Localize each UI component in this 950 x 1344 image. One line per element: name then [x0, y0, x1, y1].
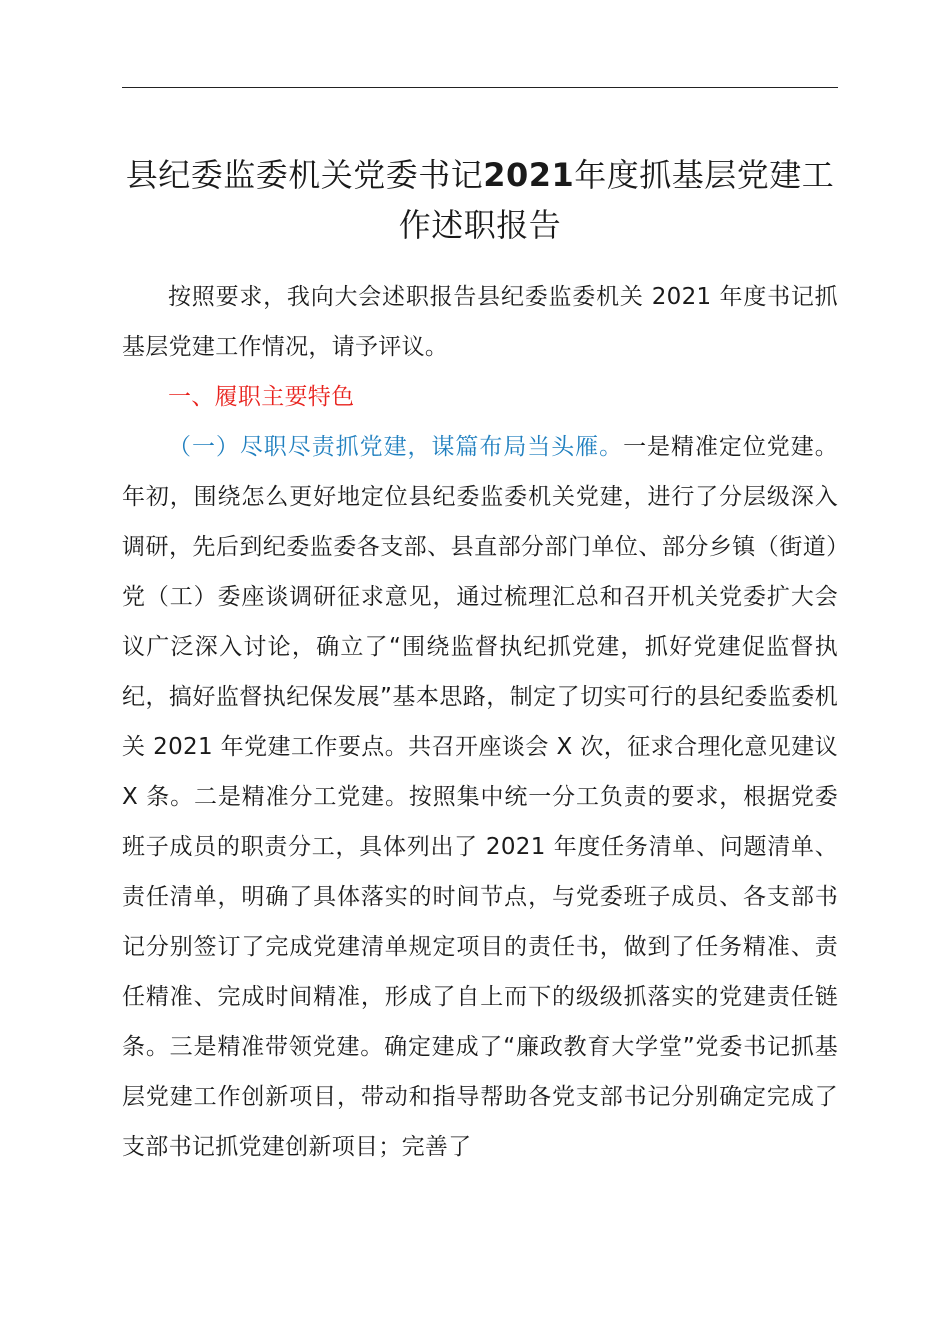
- section-heading: [122, 372, 838, 422]
- subsection-1-paragraph: [122, 422, 838, 1172]
- section-1-heading: 一、履职主要特色: [168, 384, 355, 410]
- intro-paragraph: 按照要求，我向大会述职报告县纪委监委机关 2021 年度书记抓基层党建工作情况，请予评议。: [122, 284, 838, 360]
- header-rule: [122, 87, 838, 88]
- title-year: 2021: [483, 156, 575, 194]
- document-body: [122, 272, 838, 1172]
- title-part-2: 年度抓基层党建工作述职报告: [398, 156, 835, 244]
- title-part-1: 县纪委监委机关党委书记: [125, 156, 484, 194]
- subsection-1-heading: （一）尽职尽责抓党建，谋篇布局当头雁。: [168, 434, 624, 460]
- document-title: [110, 150, 850, 250]
- subsection-1-body: 一是精准定位党建。年初，围绕怎么更好地定位县纪委监委机关党建，进行了分层级深入调研，先后到纪委监委各支部、县直部分部门单位、部分乡镇（街道）党（工）委座谈调研征求意见，通过梳理汇总和召开机关党委扩大会议广泛深入讨论，确立了“围绕监督执纪抓党建，抓好党建促监督执纪，搞好监督执纪保发展”基本思路，制定了切实可行的县纪委监委机关 2021 年党建工作要点。共召开座谈会 X 次，征求合理化意见建议 X 条。二是精准分工党建。按照集中统一分工负责的要求，根据党委班子成员的职责分工，具体列出了 2021 年度任务清单、问题清单、责任清单，明确了具体落实的时间节点，与党委班子成员、各支部书记分别签订了完成党建清单规定项目的责任书，做到了任务精准、责任精准、完成时间精准，形成了自上而下的级级抓落实的党建责任链条。三是精准带领党建。确定建成了“廉政教育大学堂”党委书记抓基层党建工作创新项目，带动和指导帮助各党支部书记分别确定完成了支部书记抓党建创新项目；完善了: [122, 434, 839, 1160]
